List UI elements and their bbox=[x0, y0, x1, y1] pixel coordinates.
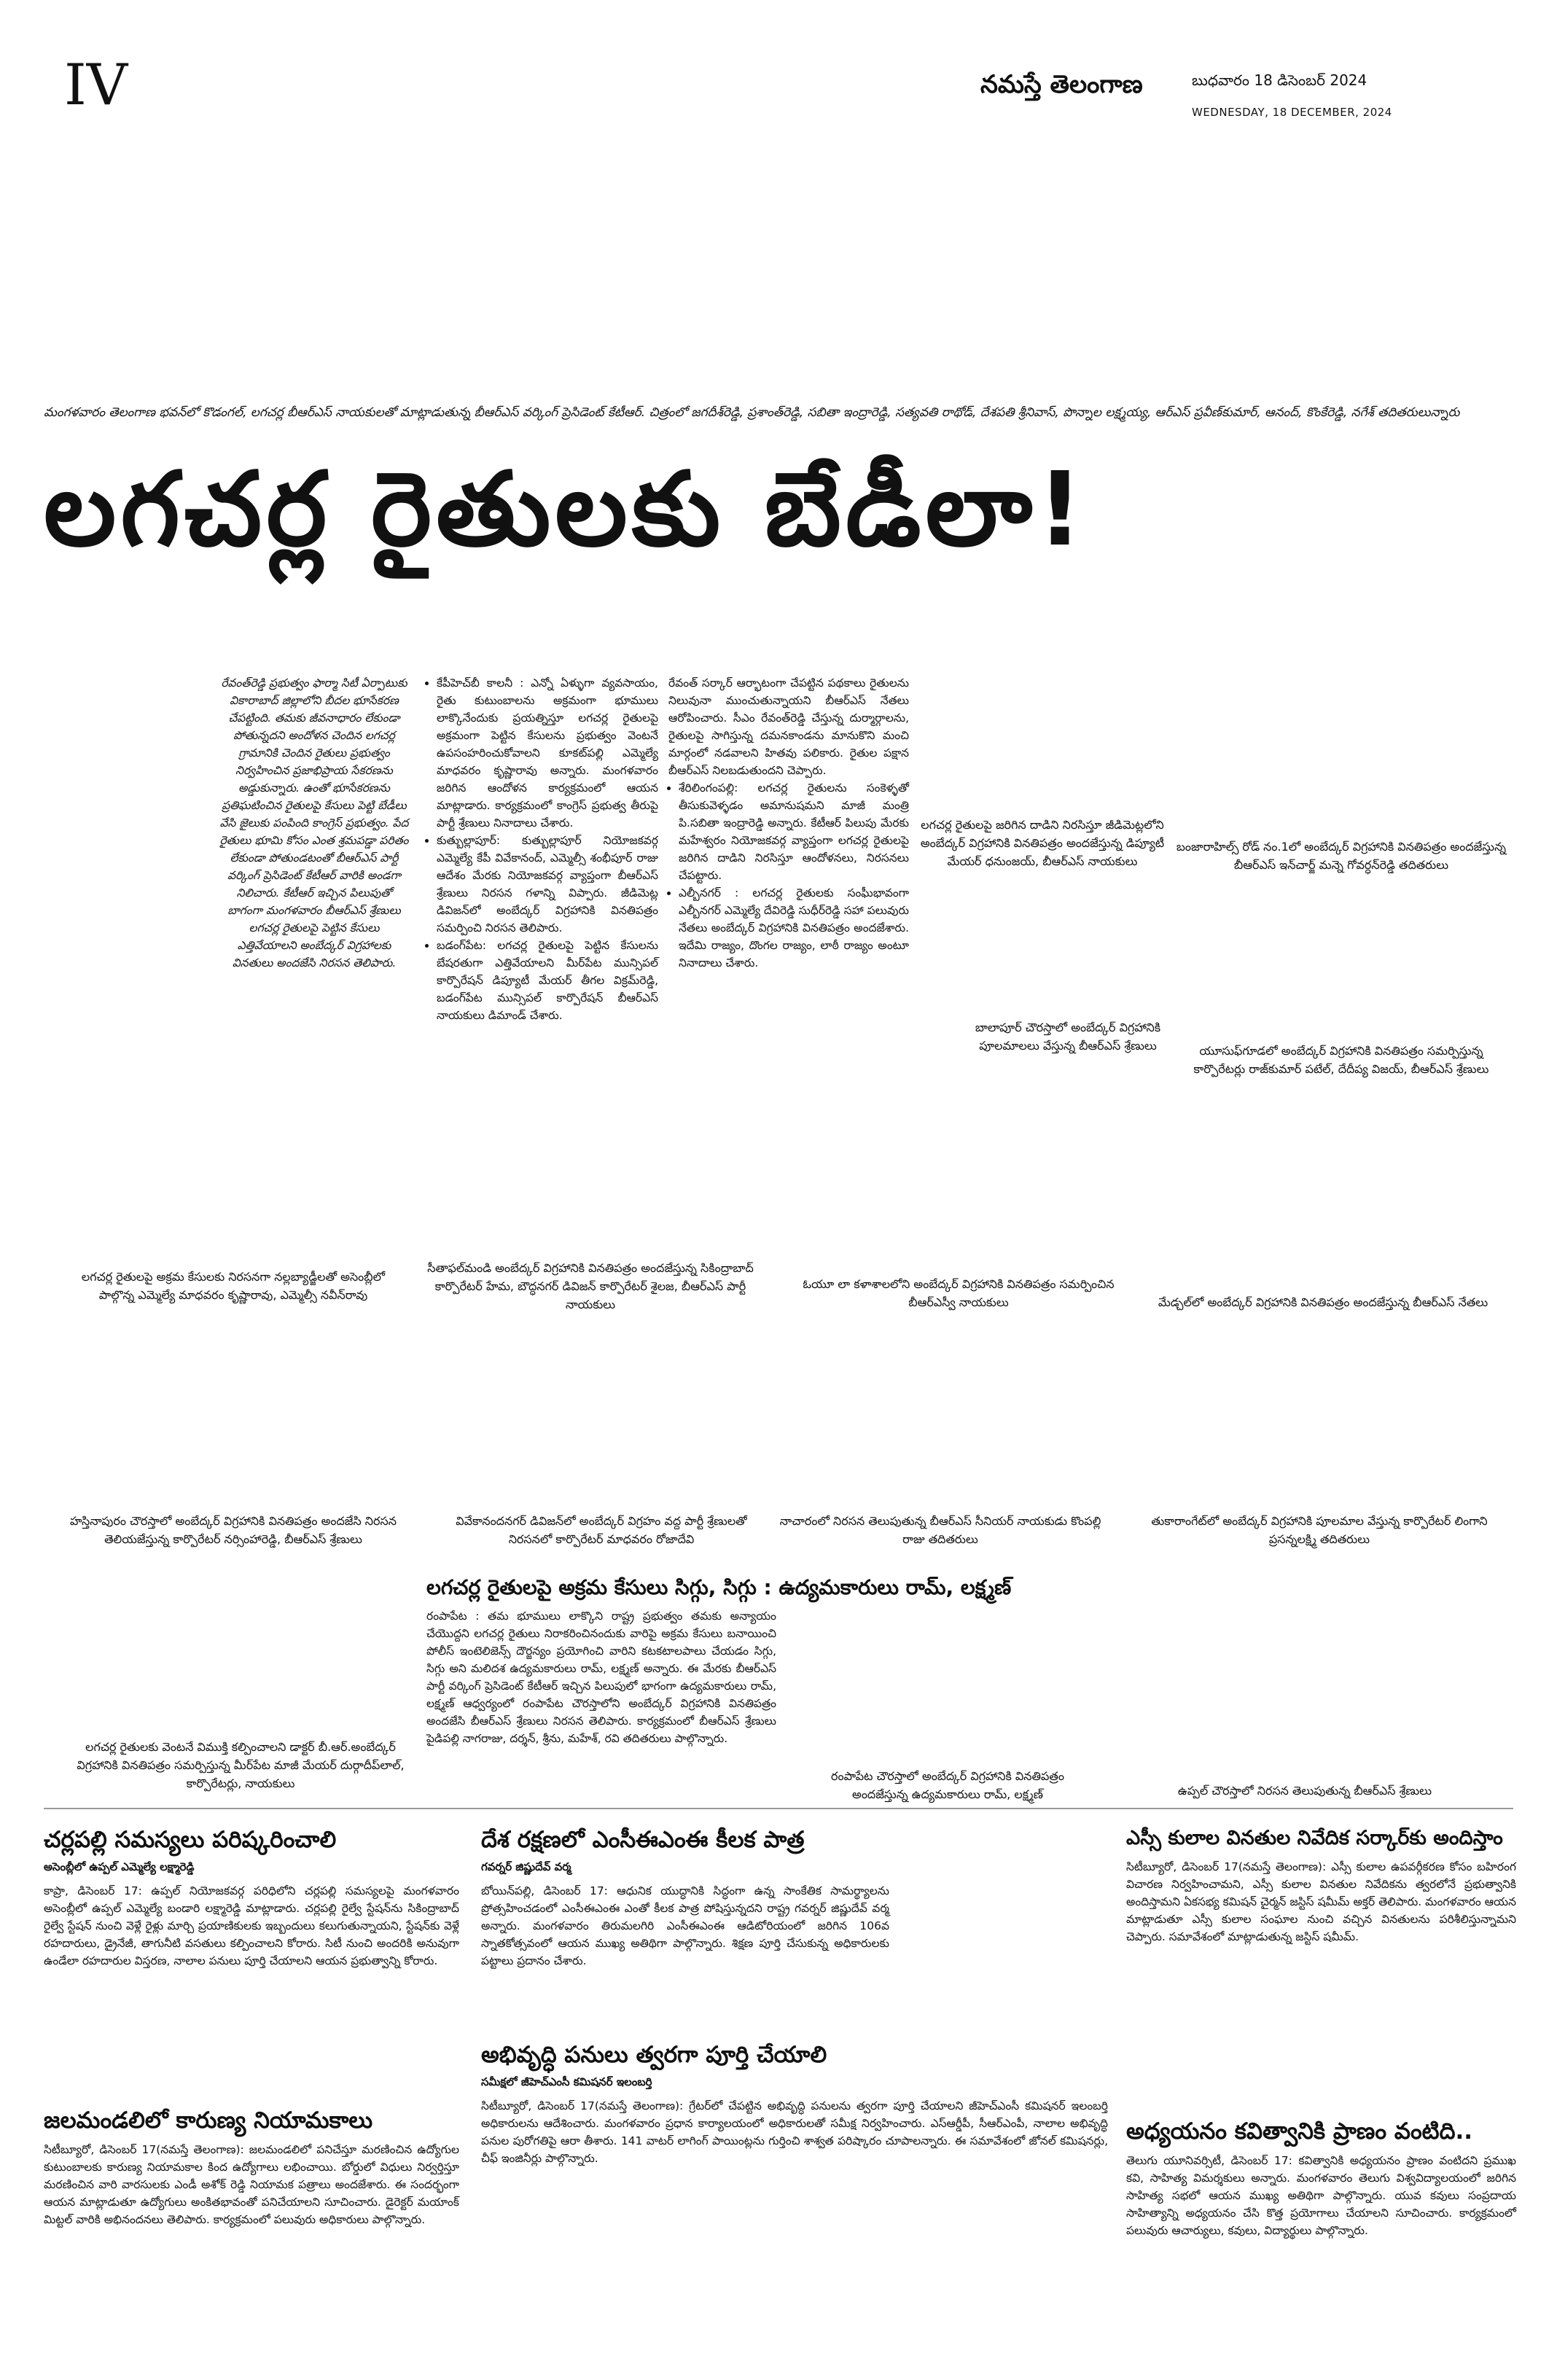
story-byline: అసెంబ్లీలో ఉప్పల్ ఎమ్మెల్యే లక్ష్మారెడ్డి bbox=[44, 1860, 195, 1873]
photo-caption: వివేకానందనగర్ డివిజన్‌లో అంబేద్కర్ విగ్రహం వద్ద పార్టీ శ్రేణులతో నిరసనలో కార్పొరేటర్ మాధవరం రోజాదేవి bbox=[456, 1514, 747, 1546]
story-title: జలమండలిలో కారుణ్య నియామకాలు bbox=[44, 2107, 373, 2134]
paragraph: రేవంత్ సర్కార్ ఆర్భాటంగా చేపట్టిన పథకాలు రైతులను నిలువునా ముంచుతున్నాయని బీఆర్ఎస్ నేతలు ఆరోపించారు. సీఎం రేవంత్‌రెడ్డి చేస్తున్న దుర్మార్గాలను, రైతులపై సాగిస్తున్న దమనకాండను మానుకొని మంచి మార్గంలో నడవాలని హితవు పలికారు. రైతుల పక్షాన బీఆర్ఎస్ నిలబడుతుందని చెప్పారు. bbox=[668, 676, 909, 778]
photo-caption: యూసుఫ్‌గూడలో అంబేద్కర్ విగ్రహానికి వినతిపత్రం సమర్పిస్తున్న కార్పొరేటర్లు రాజ్‌కుమార్ పటేల్, దేదీప్య విజయ్, బీఆర్ఎస్ శ్రేణులు bbox=[1193, 1044, 1489, 1076]
date-telugu: బుధవారం 18 డిసెంబర్ 2024 bbox=[1192, 71, 1367, 89]
story-charlapalli bbox=[44, 1826, 459, 1970]
divider bbox=[44, 1808, 1513, 1809]
photo-caption: లగచర్ల రైతులపై జరిగిన దాడిని నిరసిస్తూ జీడిమెట్లలోని అంబేద్కర్ విగ్రహానికి వినతిపత్రం అందజేస్తున్న డిప్యూటీ మేయర్ ధనుంజయ్, బీఆర్ఎస్ నాయకులు bbox=[920, 818, 1165, 868]
bullet-item: • శేరిలింగంపల్లి: లగచర్ల రైతులను సంకెళ్ళతో తీసుకువెళ్ళడం అమానుషమని మాజీ మంత్రి పి.సబితా ఇంద్రారెడ్డి అన్నారు. కేటీఆర్ పిలుపు మేరకు మహేశ్వరం నియోజకవర్గ వ్యాప్తంగా లగచర్ల రైతులపై జరిగిన దాడిని నిరసిస్తూ ఆందోళనలు, నిరసనలు చేపట్టారు. bbox=[679, 779, 909, 884]
photo-caption: ఓయూ లా కళాశాలలోని అంబేద్కర్ విగ్రహానికి వినతిపత్రం సమర్పించిన బీఆర్ఎస్వీ నాయకులు bbox=[803, 1277, 1115, 1309]
intro-text: రేవంత్‌రెడ్డి ప్రభుత్వం ఫార్మా సిటీ ఏర్పాటుకు వికారాబాద్ జిల్లాలోని బీదల భూసేకరణ చేపట్టింది. తమకు జీవనాధారం లేకుండా పోతున్నదని అందోళన చెందిన లగచర్ల గ్రామానికి చెందిన రైతులు ప్రభుత్వం నిర్వహించిన ప్రజాభిప్రాయ సేకరణను అడ్డుకున్నారు. ఉంతో భూసేకరణను ప్రతిఘటించిన రైతులపై కేసులు పెట్టి బేడీలు వేసి జైలుకు పంపింది కాంగ్రెస్ ప్రభుత్వం. పేద రైతులు భూమి కోసం ఎంత శ్రమపడ్డా పరితం లేకుండా పోతుండటంతో బీఆర్ఎస్ పార్టీ వర్కింగ్ ప్రెసిడెంట్ కేటీఆర్ వారికి అండగా నిలిచారు. కేటీఆర్ ఇచ్చిన పిలుపుతో బాగంగా మంగళవారం బీఆర్ఎస్ శ్రేణులు లగచర్ల రైతులపై పెట్టిన కేసులు ఎత్తివేయాలని అంబేద్కర్ విగ్రహాలకు వినతులు అందజేసి నిరసన తెలిపారు. bbox=[219, 676, 409, 970]
story-title: అధ్యయనం కవిత్వానికి ప్రాణం వంటిది.. bbox=[1126, 2118, 1473, 2145]
bullets-column bbox=[426, 674, 658, 1024]
story-byline: గవర్నర్ జిష్ణుదేవ్ వర్మ bbox=[481, 1860, 571, 1873]
story-body: కాప్రా, డిసెంబర్ 17: ఉప్పల్ నియోజకవర్గ పరిధిలోని చర్లపల్లి సమస్యలపై మంగళవారం అసెంబ్లీలో ఉప్పల్ ఎమ్మెల్యే బండారి లక్ష్మారెడ్డి మాట్లాడారు. చర్లపల్లి రైల్వే స్టేషన్‌ను సికింద్రాబాద్ రైల్వే స్టేషన్ నుంచి వెళ్లే రైళ్లు మార్చి ప్రయాణికులకు ఇబ్బందులు కలుగుతున్నాయని, స్టేషన్‌కు వెళ్లే రహదారులు, డ్రైనేజీ, తాగునీటి వసతులు కల్పించాలని కోరారు. సిటీ నుంచి అందరికి అనువుగా ఉండేలా రహదారుల విస్తరణ, నాలాల పనులు పూర్తి చేయాలని ఆయన ప్రభుత్వాన్ని కోరారు. bbox=[44, 1884, 459, 1967]
date-english: WEDNESDAY, 18 DECEMBER, 2024 bbox=[1192, 106, 1392, 119]
bullet-item: • బడంగ్‌పేట: లగచర్ల రైతులపై పెట్టిన కేసులను బేషరతుగా ఎత్తివేయాలని మీర్‌పేట మున్సిపల్ కార్పొరేషన్ డిప్యూటీ మేయర్ తీగల విక్రమ్‌రెడ్డి, బడంగ్‌పేట మున్సిపల్ కార్పొరేషన్ బీఆర్ఎస్ నాయకులు డిమాండ్ చేశారు. bbox=[437, 937, 658, 1024]
story-body: సిటీబ్యూరో, డిసెంబర్ 17(నమస్తే తెలంగాణ): ఎస్సీ కులాల ఉపవర్గీకరణ కోసం బహిరంగ విచారణ నిర్వహించామని, ఎస్సీ కులాల వినతుల నివేదికను త్వరలోనే ప్రభుత్వానికి అందిస్తామని ఏకసభ్య కమిషన్ చైర్మన్ జస్టిస్ షమీమ్ అక్తర్ తెలిపారు. మంగళవారం ఆయన మాట్లాడుతూ ఎస్సీ కులాల సంఘాల నుంచి వచ్చిన వినతులను పరిశీలిస్తున్నామని చెప్పారు. సమావేశంలో మాట్లాడుతున్న జస్టిస్ షమీమ్. bbox=[1126, 1860, 1516, 1943]
photo-caption: బంజారాహిల్స్ రోడ్ నం.1లో అంబేద్కర్ విగ్రహానికి వినతిపత్రం అందజేస్తున్న బీఆర్ఎస్ ఇన్‌చార్జ్ మన్నె గోవర్ధన్‌రెడ్డి తదితరులు bbox=[1176, 840, 1507, 872]
masthead: నమస్తే తెలంగాణ bbox=[980, 70, 1143, 99]
column-three bbox=[668, 674, 909, 972]
bullet-item: • కేపీహెచ్‌బీ కాలనీ : ఎన్నో ఏళ్ళుగా వ్యవసాయం, రైతు కుటుంబాలను అక్రమంగా భూములు లాక్కొనేందుకు ప్రయత్నిస్తూ లగచర్ల రైతులపై అక్రమంగా పెట్టిన కేసులను ప్రభుత్వం వెంటనే ఉపసంహరించుకోవాలని కూకట్‌పల్లి ఎమ్మెల్యే మాధవరం కృష్ణారావు అన్నారు. మంగళవారం జరిగిన ఆందోళన కార్యక్రమంలో ఆయన మాట్లాడారు. కార్యక్రమంలో కాంగ్రెస్ ప్రభుత్వ తీరుపై పార్టీ శ్రేణులు నినాదాలు చేశారు. bbox=[437, 674, 658, 832]
bullet-item: • ఎల్బీనగర్ : లగచర్ల రైతులకు సంఘీభావంగా ఎల్బీనగర్ ఎమ్మెల్యే దేవిరెడ్డి సుధీర్‌రెడ్డి సహా పలువురు నేతలు అంబేద్కర్ విగ్రహానికి వినతిపత్రం అందజేశారు. ఇదేమి రాజ్యం, దొంగల రాజ్యం, లాఠీ రాజ్యం అంటూ నినాదాలు చేశారు. bbox=[679, 884, 909, 972]
photo-caption: మేడ్చల్‌లో అంబేద్కర్ విగ్రహానికి వినతిపత్రం అందజేస్తున్న బీఆర్ఎస్ నేతలు bbox=[1158, 1295, 1488, 1309]
photo-caption: లగచర్ల రైతులపై అక్రమ కేసులకు నిరసనగా నల్లబ్యాడ్జీలతో అసెంబ్లీలో పాల్గొన్న ఎమ్మెల్యే మాధవరం కృష్ణారావు, ఎమ్మెల్సీ నవీన్‌రావు bbox=[81, 1270, 386, 1302]
top-photo-caption: మంగళవారం తెలంగాణ భవన్‌లో కొడంగల్, లగచర్ల బీఆర్ఎస్ నాయకులతో మాట్లాడుతున్న బీఆర్ఎస్ వర్కింగ్ ప్రెసిడెంట్ కేటీఆర్. చిత్రంలో జగదీశ్‌రెడ్డి, ప్రశాంత్‌రెడ్డి, సబితా ఇంద్రారెడ్డి, సత్యవతి రాథోడ్, దేశపతి శ్రీనివాస్, పొన్నాల లక్ష్మయ్య, ఆర్ఎస్ ప్రవీణ్‌కుమార్, ఆనంద్, కొంకేరెడ్డి, నగేశ్ తదితరులున్నారు bbox=[44, 405, 1460, 420]
photo-caption: రంపాపేట చౌరస్తాలో అంబేద్కర్ విగ్రహానికి వినతిపత్రం అందజేస్తున్న ఉద్యమకారులు రామ్, లక్ష్మణ్ bbox=[831, 1769, 1064, 1801]
story-body: తెలుగు యూనివర్సిటీ, డిసెంబర్ 17: కవిత్వానికి అధ్యయనం ప్రాణం వంటిదని ప్రముఖ కవి, సాహిత్య విమర్శకులు అన్నారు. మంగళవారం తెలుగు విశ్వవిద్యాలయంలో జరిగిన సాహిత్య సభలో ఆయన ముఖ్య అతిథిగా పాల్గొన్నారు. యువ కవులు సంప్రదాయ సాహిత్యాన్ని అధ్యయనం చేసి కొత్త ప్రయోగాలు చేయాలని సూచించారు. కార్యక్రమంలో పలువురు ఆచార్యులు, కవులు, విద్యార్థులు పాల్గొన్నారు. bbox=[1126, 2153, 1516, 2237]
photo-caption: హస్తినాపురం చౌరస్తాలో అంబేద్కర్ విగ్రహానికి వినతిపత్రం అందజేసి నిరసన తెలియజేస్తున్న కార్పొరేటర్ నర్సింహారెడ్డి, బీఆర్ఎస్ శ్రేణులు bbox=[69, 1514, 397, 1546]
story-body: రంపాపేట : తమ భూములు లాక్కొని రాష్ట్ర ప్రభుత్వం తమకు అన్యాయం చేయొద్దని లగచర్ల రైతులు నిరాకరించినందుకు వారిపై అక్రమ కేసులు బనాయించి పోలీస్ ఇంటెలిజెన్స్ దౌర్జన్యం ప్రయోగించి వారిని కటకటాలపాలు చేయడం సిగ్గు, సిగ్గు అని మలిదశ ఉద్యమకారులు రామ్, లక్ష్మణ్ అన్నారు. ఈ మేరకు బీఆర్ఎస్ పార్టీ వర్కింగ్ ప్రెసిడెంట్ కేటీఆర్ ఇచ్చిన పిలుపులో భాగంగా ఉద్యమకారులు రామ్, లక్ష్మణ్ ఆధ్వర్యంలో రంపాపేట చౌరస్తాలోని అంబేద్కర్ విగ్రహానికి వినతిపత్రం అందజేసి బీఆర్ఎస్ శ్రేణులు నిరసన తెలిపారు. కార్యక్రమంలో బీఆర్ఎస్ శ్రేణులు పైడిపల్లి నాగరాజు, దర్శన్, శ్రీను, మహేశ్, రవి తదితరులు పాల్గొన్నారు. bbox=[426, 1610, 776, 1746]
bullet-item: • కుత్బుల్లాపూర్: కుత్బుల్లాపూర్ నియోజకవర్గ ఎమ్మెల్యే కేపీ వివేకానంద్, ఎమ్మెల్సీ శంభీపూర్ రాజు ఆదేశం మేరకు నియోజకవర్గ వ్యాప్తంగా బీఆర్ఎస్ శ్రేణులు నిరసన గళాన్ని విప్పారు. జీడిమెట్ల డివిజన్‌లో అంబేద్కర్ విగ్రహానికి వినతిపత్రం సమర్పించి నిరసన తెలిపారు. bbox=[437, 832, 658, 937]
story-poetry bbox=[1126, 2118, 1516, 2239]
story-body: సిటీబ్యూరో, డిసెంబర్ 17(నమస్తే తెలంగాణ): జలమండలిలో పనిచేస్తూ మరణించిన ఉద్యోగుల కుటుంబాలకు కారుణ్య నియామకాల కింద ఉద్యోగాలు లభించాయి. బోర్డులో విధులు నిర్వర్తిస్తూ మరణించిన వారి వారసులకు ఎండీ అశోక్ రెడ్డి నియామక పత్రాలు అందజేశారు. ఈ సందర్భంగా ఆయన మాట్లాడుతూ ఉద్యోగులు అంకితభావంతో పనిచేయాలని సూచించారు. డైరెక్టర్ మయాంక్ మిట్టల్ వారికి అభినందనలు తెలిపారు. కార్యక్రమంలో పలువురు అధికారులు పాల్గొన్నారు. bbox=[44, 2142, 459, 2226]
story-sc-report bbox=[1126, 1826, 1516, 1946]
photo-caption: తుకారాంగేట్‌లో అంబేద్కర్ విగ్రహానికి పూలమాల వేస్తున్న కార్పొరేటర్ లింగాని ప్రసన్నలక్ష్మి తదితరులు bbox=[1151, 1514, 1488, 1546]
story-title: ఎస్సీ కులాల వినతుల నివేదిక సర్కార్‌కు అందిస్తాం bbox=[1126, 1827, 1503, 1849]
story-title: చర్లపల్లి సమస్యలు పరిష్కరించాలి bbox=[44, 1827, 337, 1853]
photo-caption: సీతాఫల్‌మండి అంబేద్కర్ విగ్రహానికి వినతిపత్రం అందజేస్తున్న సికింద్రాబాద్ కార్పొరేటర్ హేమ, బౌద్ధనగర్ డివిజన్ కార్పొరేటర్ శైలజ, బీఆర్ఎస్ పార్టీ నాయకులు bbox=[427, 1261, 754, 1311]
page-number: IV bbox=[64, 52, 128, 118]
story-jalamandali bbox=[44, 2107, 459, 2228]
story-body: బోయిన్‌పల్లి, డిసెంబర్ 17: ఆధునిక యుద్ధానికి సిద్ధంగా ఉన్న సాంకేతిక సామర్థ్యాలను ప్రోత్సహించడంలో ఎంసీఈఎంఈ ఎంతో కీలక పాత్ర పోషిస్తున్నదని రాష్ట్ర గవర్నర్ జిష్ణుదేవ్ వర్మ అన్నారు. మంగళవారం తిరుమలగిరి ఎంసీఈఎంఈ ఆడిటోరియంలో జరిగిన 106వ స్నాతకోత్సవంలో ఆయన ముఖ్య అతిథిగా పాల్గొన్నారు. శిక్షణ పూర్తి చేసుకున్న అధికారులకు పట్టాలు ప్రదానం చేశారు. bbox=[481, 1884, 889, 1967]
photo-caption: బాలాపూర్ చౌరస్తాలో అంబేద్కర్ విగ్రహానికి పూలమాలలు వేస్తున్న బీఆర్ఎస్ శ్రేణులు bbox=[975, 1021, 1161, 1053]
story-byline: సమీక్షలో జీహెచ్ఎంసీ కమిషనర్ ఇలంబర్తి bbox=[481, 2075, 652, 2088]
story-title: లగచర్ల రైతులపై అక్రమ కేసులు సిగ్గు, సిగ్గు : ఉద్యమకారులు రామ్, లక్ష్మణ్ bbox=[426, 1575, 1012, 1599]
photo-caption: నాచారంలో నిరసన తెలుపుతున్న బీఆర్ఎస్ సీనియర్ నాయకుడు కొంపల్లి రాజు తదితరులు bbox=[779, 1514, 1101, 1546]
story-title: అభివృద్ధి పనులు త్వరగా పూర్తి చేయాలి bbox=[481, 2042, 827, 2068]
photo-caption: ఉప్పల్ చౌరస్తాలో నిరసన తెలుపుతున్న బీఆర్ఎస్ శ్రేణులు bbox=[1177, 1784, 1432, 1798]
main-headline: లగచర్ల రైతులకు బేడీలా! bbox=[44, 450, 1088, 569]
story-body: సిటీబ్యూరో, డిసెంబర్ 17(నమస్తే తెలంగాణ): గ్రేటర్‌లో చేపట్టిన అభివృద్ధి పనులను త్వరగా పూర్తి చేయాలని జీహెచ్ఎంసీ కమిషనర్ ఇలంబర్తి అధికారులను ఆదేశించారు. మంగళవారం ప్రధాన కార్యాలయంలో అధికారులతో సమీక్ష నిర్వహించారు. ఎస్ఆర్డీపీ, సీఆర్ఎంపీ, నాలాల అభివృద్ధి పనుల పురోగతిపై ఆరా తీశారు. 141 వాటర్ లాగింగ్ పాయింట్లను గుర్తించి శాశ్వత పరిష్కారం చూపాలన్నారు. ఈ సమావేశంలో జోనల్ కమిషనర్లు, చీఫ్ ఇంజినీర్లు పాల్గొన్నారు. bbox=[481, 2099, 1108, 2165]
story-mceme bbox=[481, 1826, 889, 1970]
story-title: దేశ రక్షణలో ఎంసీఈఎంఈ కీలక పాత్ర bbox=[481, 1827, 805, 1853]
photo-caption: లగచర్ల రైతులకు వెంటనే విముక్తి కల్పించాలని డాక్టర్ బీ.ఆర్.అంబేద్కర్ విగ్రహానికి వినతిపత్రం సమర్పిస్తున్న మీర్‌పేట మాజీ మేయర్ దుర్గాదీప్‌లాల్, కార్పొరేటర్లు, నాయకులు bbox=[77, 1740, 405, 1790]
story-development bbox=[481, 2041, 1123, 2167]
center-story bbox=[426, 1575, 1126, 1747]
